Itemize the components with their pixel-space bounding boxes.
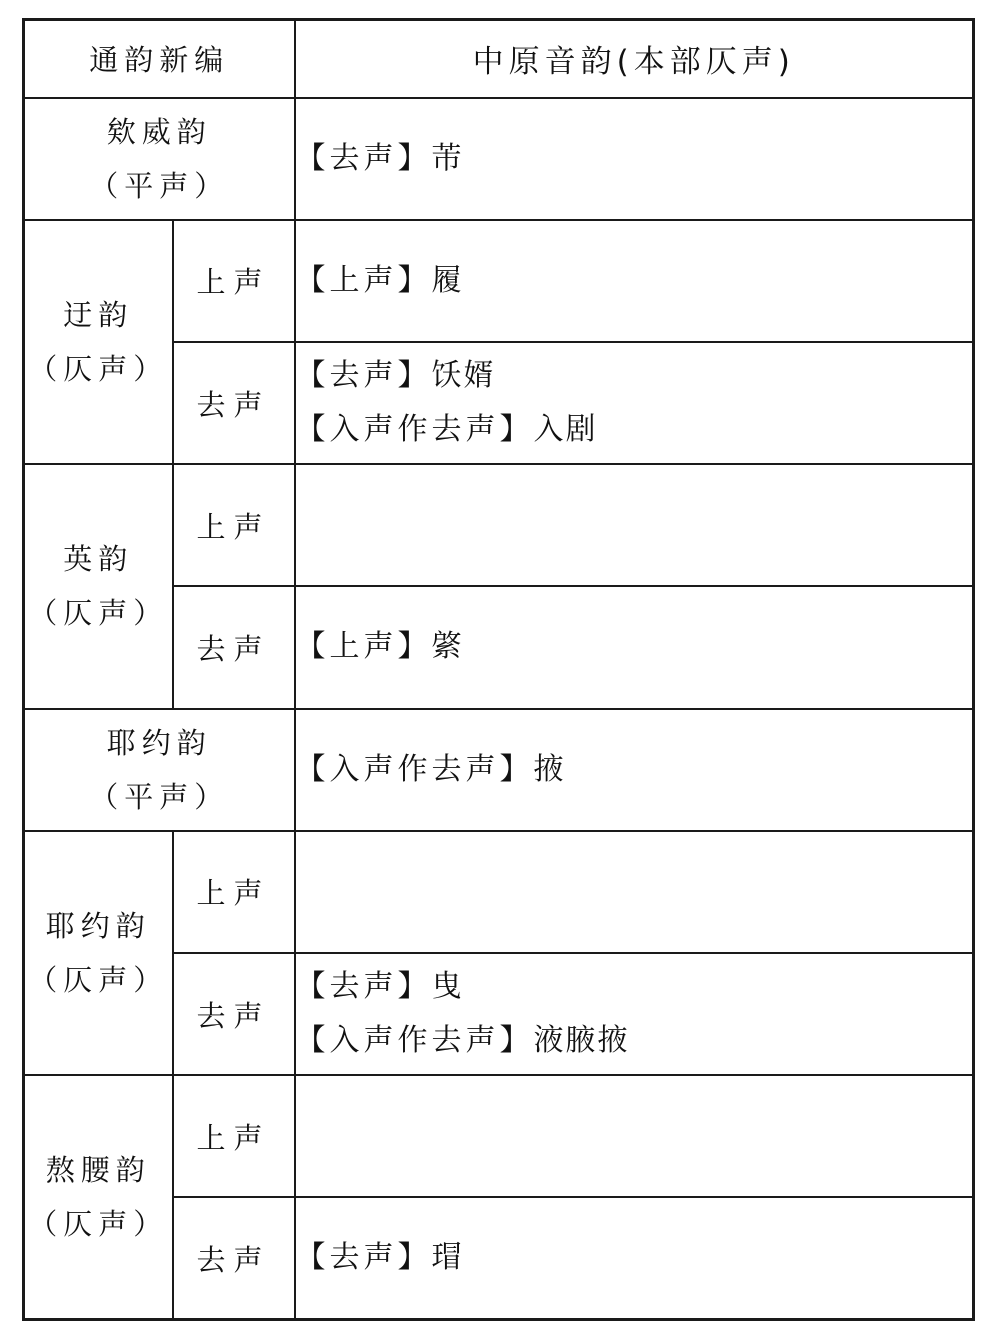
rhyme-group-tone: （仄声）: [28, 596, 169, 631]
entry-line: [296, 349, 972, 403]
entries-cell: [295, 220, 974, 342]
rhyme-group-name: 欸威韵: [106, 114, 212, 149]
entries-cell: [295, 464, 974, 586]
entries-cell: [295, 709, 974, 831]
tone-tag: 【去声】: [295, 140, 432, 176]
entry-line: [296, 254, 972, 308]
entry-line: [296, 1231, 972, 1285]
entry-line: [296, 403, 972, 457]
tone-cell: 去声: [173, 586, 295, 708]
rhyme-group-cell: [24, 98, 295, 220]
rhyme-table: [22, 18, 975, 1321]
rhyme-group-cell: [24, 831, 173, 1075]
entry-line: [296, 1014, 972, 1068]
table-row: [24, 831, 974, 953]
rhyme-group-name: 耶约韵: [45, 908, 151, 943]
tone-tag: 【入声作去声】: [295, 751, 534, 787]
rhyme-group-name: 耶约韵: [106, 725, 212, 760]
tone-cell: 上声: [173, 464, 295, 586]
entries-cell: [295, 953, 974, 1075]
header-tongyun-xinbian: 通韵新编: [24, 20, 295, 98]
entries-cell: [295, 586, 974, 708]
rhyme-group-tone: （平声）: [89, 779, 230, 814]
tone-tag: 【去声】: [295, 358, 432, 394]
entry-chars: 芾: [431, 140, 464, 176]
entries-cell: [295, 342, 974, 464]
entry-chars: 入剧: [533, 412, 598, 448]
entry-chars: 掖: [533, 751, 566, 787]
entry-line: [296, 960, 972, 1014]
entries-cell: [295, 98, 974, 220]
rhyme-group-name: 迂韵: [63, 297, 134, 332]
rhyme-group-name: 英韵: [63, 542, 134, 577]
tone-cell: 去声: [173, 1197, 295, 1319]
tone-tag: 【上声】: [295, 629, 432, 665]
entry-line: [296, 743, 972, 797]
rhyme-group-tone: （仄声）: [28, 1207, 169, 1242]
entry-chars: 綮: [431, 629, 464, 665]
rhyme-group-cell: [24, 220, 173, 464]
rhyme-group-tone: （平声）: [89, 168, 230, 203]
tone-tag: 【上声】: [295, 262, 432, 298]
rhyme-group-cell: [24, 464, 173, 708]
tone-cell: 去声: [173, 953, 295, 1075]
table-row: [24, 709, 974, 831]
rhyme-group-tone: （仄声）: [28, 351, 169, 386]
rhyme-group-cell: [24, 709, 295, 831]
tone-tag: 【入声作去声】: [295, 412, 534, 448]
table-row: [24, 1075, 974, 1197]
entry-chars: 瑁: [431, 1240, 464, 1276]
entries-cell: [295, 1197, 974, 1319]
entries-cell: [295, 1075, 974, 1197]
tone-cell: 上声: [173, 220, 295, 342]
entry-chars: 饫婿: [431, 358, 496, 394]
tone-cell: 上声: [173, 831, 295, 953]
entries-cell: [295, 831, 974, 953]
rhyme-group-cell: [24, 1075, 173, 1319]
header-zhongyuan-yinyun: 中原音韵(本部仄声): [295, 20, 974, 98]
entry-line: [296, 132, 972, 186]
table-row: [24, 464, 974, 586]
rhyme-group-name: 熬腰韵: [45, 1153, 151, 1188]
table-row: [24, 98, 974, 220]
entry-line: [296, 620, 972, 674]
entry-chars: 履: [431, 262, 464, 298]
entry-chars: 曳: [431, 969, 464, 1005]
tone-cell: 去声: [173, 342, 295, 464]
entry-chars: 液腋掖: [533, 1023, 630, 1059]
header-row: [24, 20, 974, 98]
rhyme-group-tone: （仄声）: [28, 962, 169, 997]
tone-cell: 上声: [173, 1075, 295, 1197]
tone-tag: 【入声作去声】: [295, 1023, 534, 1059]
tone-tag: 【去声】: [295, 969, 432, 1005]
table-row: [24, 220, 974, 342]
tone-tag: 【去声】: [295, 1240, 432, 1276]
